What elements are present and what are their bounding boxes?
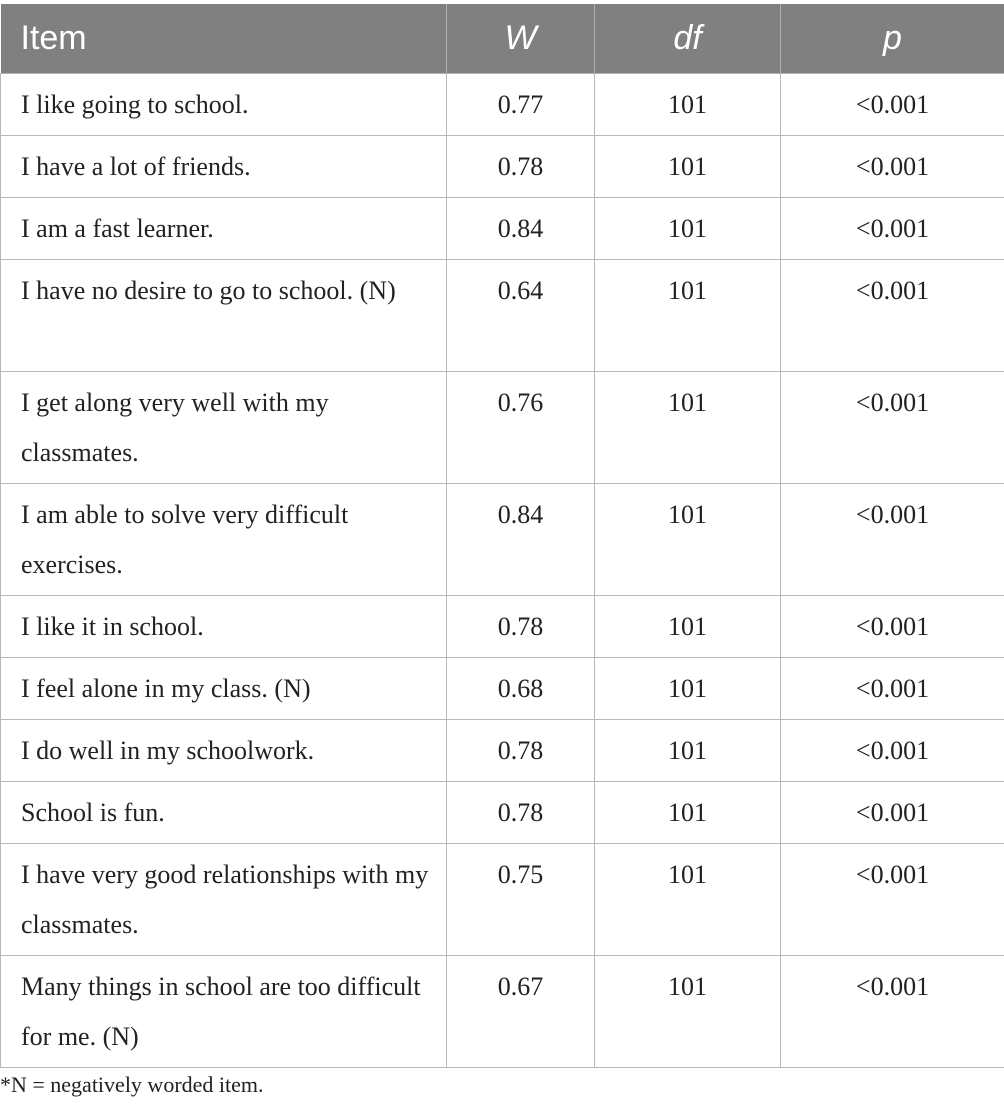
cell-w: 0.78: [447, 720, 595, 782]
header-item: Item: [1, 4, 447, 74]
cell-p: <0.001: [781, 720, 1004, 782]
table-row: [1, 136, 1004, 198]
header-w: W: [447, 4, 595, 74]
cell-df: 101: [595, 74, 781, 136]
cell-w: 0.78: [447, 596, 595, 658]
cell-df: 101: [595, 372, 781, 484]
table-row: [1, 720, 1004, 782]
cell-item: Many things in school are too difficult for me. (N): [1, 956, 447, 1068]
header-row: [1, 4, 1004, 74]
cell-df: 101: [595, 720, 781, 782]
cell-item: I feel alone in my class. (N): [1, 658, 447, 720]
cell-df: 101: [595, 956, 781, 1068]
cell-item: I am a fast learner.: [1, 198, 447, 260]
table-row: [1, 198, 1004, 260]
cell-p: <0.001: [781, 956, 1004, 1068]
results-table: [0, 4, 1004, 1068]
table-row: [1, 956, 1004, 1068]
table-row: [1, 596, 1004, 658]
cell-w: 0.84: [447, 198, 595, 260]
cell-w: 0.84: [447, 484, 595, 596]
cell-df: 101: [595, 260, 781, 372]
table-header: [1, 4, 1004, 74]
table-footnote: *N = negatively worded item.: [0, 1072, 264, 1097]
cell-w: 0.64: [447, 260, 595, 372]
table-row: [1, 74, 1004, 136]
cell-p: <0.001: [781, 372, 1004, 484]
cell-item: School is fun.: [1, 782, 447, 844]
cell-item: I get along very well with my classmates.: [1, 372, 447, 484]
cell-w: 0.77: [447, 74, 595, 136]
results-table-container: [0, 4, 1004, 1068]
cell-p: <0.001: [781, 658, 1004, 720]
cell-df: 101: [595, 596, 781, 658]
cell-w: 0.76: [447, 372, 595, 484]
cell-item: I am able to solve very difficult exercises.: [1, 484, 447, 596]
cell-item: I have no desire to go to school. (N): [1, 260, 447, 372]
cell-item: I have very good relationships with my classmates.: [1, 844, 447, 956]
cell-p: <0.001: [781, 484, 1004, 596]
table-row: [1, 844, 1004, 956]
cell-p: <0.001: [781, 844, 1004, 956]
cell-df: 101: [595, 198, 781, 260]
table-row: [1, 782, 1004, 844]
header-df: df: [595, 4, 781, 74]
cell-p: <0.001: [781, 198, 1004, 260]
cell-item: I like it in school.: [1, 596, 447, 658]
table-row: [1, 658, 1004, 720]
cell-w: 0.78: [447, 136, 595, 198]
header-p: p: [781, 4, 1004, 74]
cell-w: 0.75: [447, 844, 595, 956]
cell-df: 101: [595, 844, 781, 956]
cell-p: <0.001: [781, 136, 1004, 198]
cell-df: 101: [595, 658, 781, 720]
cell-item: I do well in my schoolwork.: [1, 720, 447, 782]
cell-item: I like going to school.: [1, 74, 447, 136]
cell-p: <0.001: [781, 782, 1004, 844]
cell-df: 101: [595, 136, 781, 198]
cell-w: 0.78: [447, 782, 595, 844]
cell-w: 0.68: [447, 658, 595, 720]
cell-p: <0.001: [781, 74, 1004, 136]
cell-df: 101: [595, 782, 781, 844]
table-row: [1, 372, 1004, 484]
cell-df: 101: [595, 484, 781, 596]
table-row: [1, 484, 1004, 596]
cell-p: <0.001: [781, 596, 1004, 658]
cell-p: <0.001: [781, 260, 1004, 372]
table-row: [1, 260, 1004, 372]
cell-item: I have a lot of friends.: [1, 136, 447, 198]
table-body: [1, 74, 1004, 1068]
cell-w: 0.67: [447, 956, 595, 1068]
